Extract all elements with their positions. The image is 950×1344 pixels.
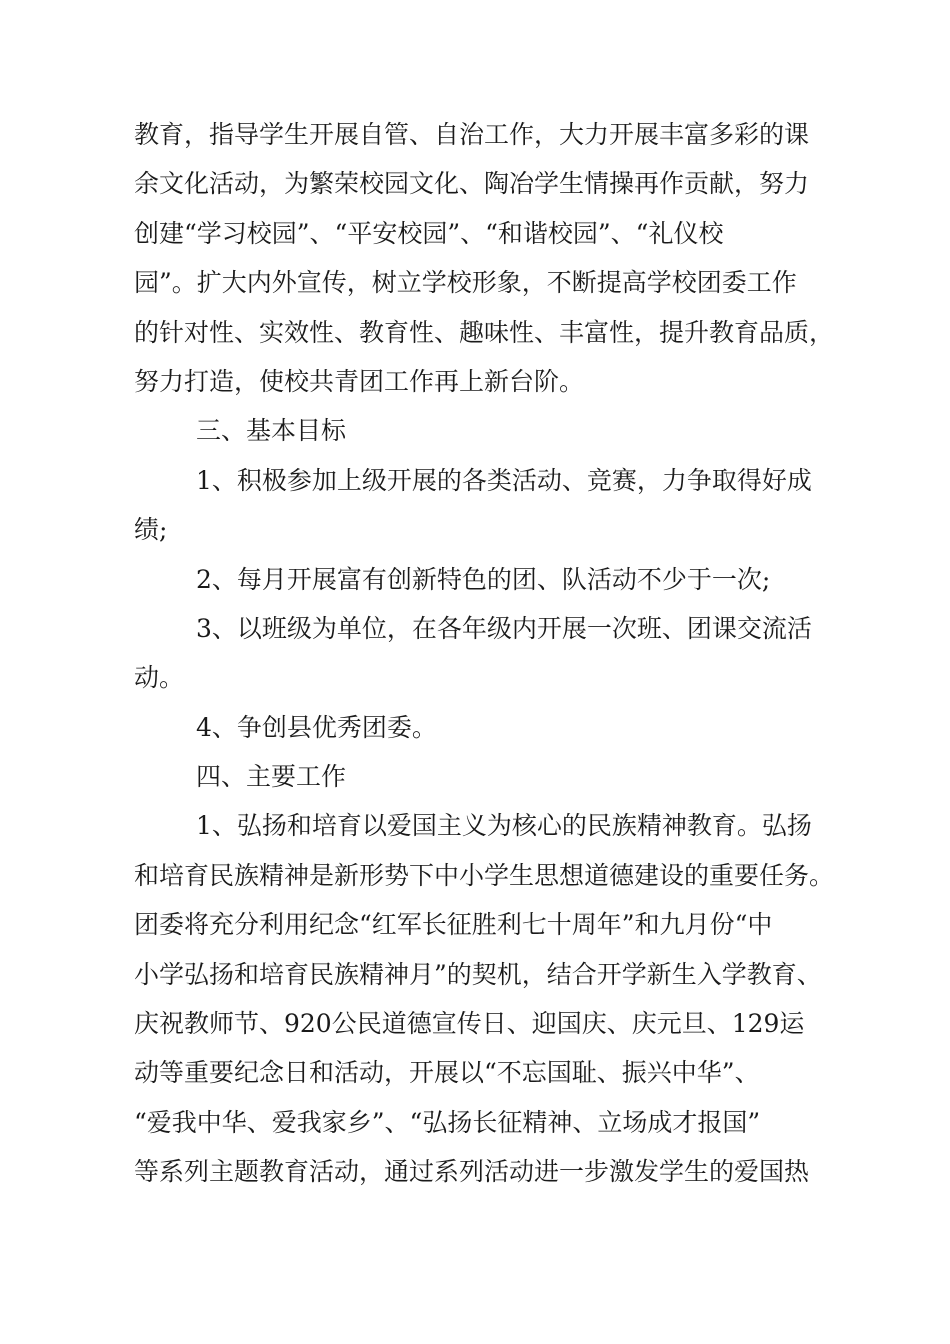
list-item: 1、弘扬和培育以爱国主义为核心的民族精神教育。弘扬	[196, 811, 812, 841]
text-line: 庆祝教师节、920公民道德宣传日、迎国庆、庆元旦、129运	[134, 1009, 805, 1039]
text-line: 团委将充分利用纪念“红军长征胜利七十周年”和九月份“中	[134, 910, 773, 940]
list-item: 2、每月开展富有创新特色的团、队活动不少于一次;	[196, 564, 771, 594]
text-line: 园”。扩大内外宣传，树立学校形象，不断提高学校团委工作	[134, 268, 797, 298]
text-line: 的针对性、实效性、教育性、趣味性、丰富性，提升教育品质，	[134, 317, 835, 347]
text-line: 动。	[134, 663, 185, 693]
text-line: 创建“学习校园”、“平安校园”、“和谐校园”、“礼仪校	[134, 218, 724, 248]
section-heading: 三、基本目标	[196, 416, 347, 446]
list-item: 1、积极参加上级开展的各类活动、竞赛，力争取得好成	[196, 465, 812, 495]
list-item: 3、以班级为单位，在各年级内开展一次班、团课交流活	[196, 613, 812, 643]
text-line: 动等重要纪念日和活动，开展以“不忘国耻、振兴中华”、	[134, 1058, 760, 1088]
text-line: 和培育民族精神是新形势下中小学生思想道德建设的重要任务。	[134, 860, 835, 890]
text-line: 余文化活动，为繁荣校园文化、陶冶学生情操再作贡献，努力	[134, 169, 810, 199]
list-item: 4、争创县优秀团委。	[196, 712, 437, 742]
text-line: 等系列主题教育活动，通过系列活动进一步激发学生的爱国热	[134, 1157, 810, 1187]
body-text	[134, 110, 834, 1197]
section-heading: 四、主要工作	[196, 762, 347, 792]
text-line: 绩;	[134, 515, 168, 545]
text-line: 努力打造，使校共青团工作再上新台阶。	[134, 366, 585, 396]
text-line: “爱我中华、爱我家乡”、“弘扬长征精神、立场成才报国”	[134, 1107, 761, 1137]
text-line: 小学弘扬和培育民族精神月”的契机，结合开学新生入学教育、	[134, 959, 822, 989]
text-line: 教育，指导学生开展自管、自治工作，大力开展丰富多彩的课	[134, 120, 810, 149]
